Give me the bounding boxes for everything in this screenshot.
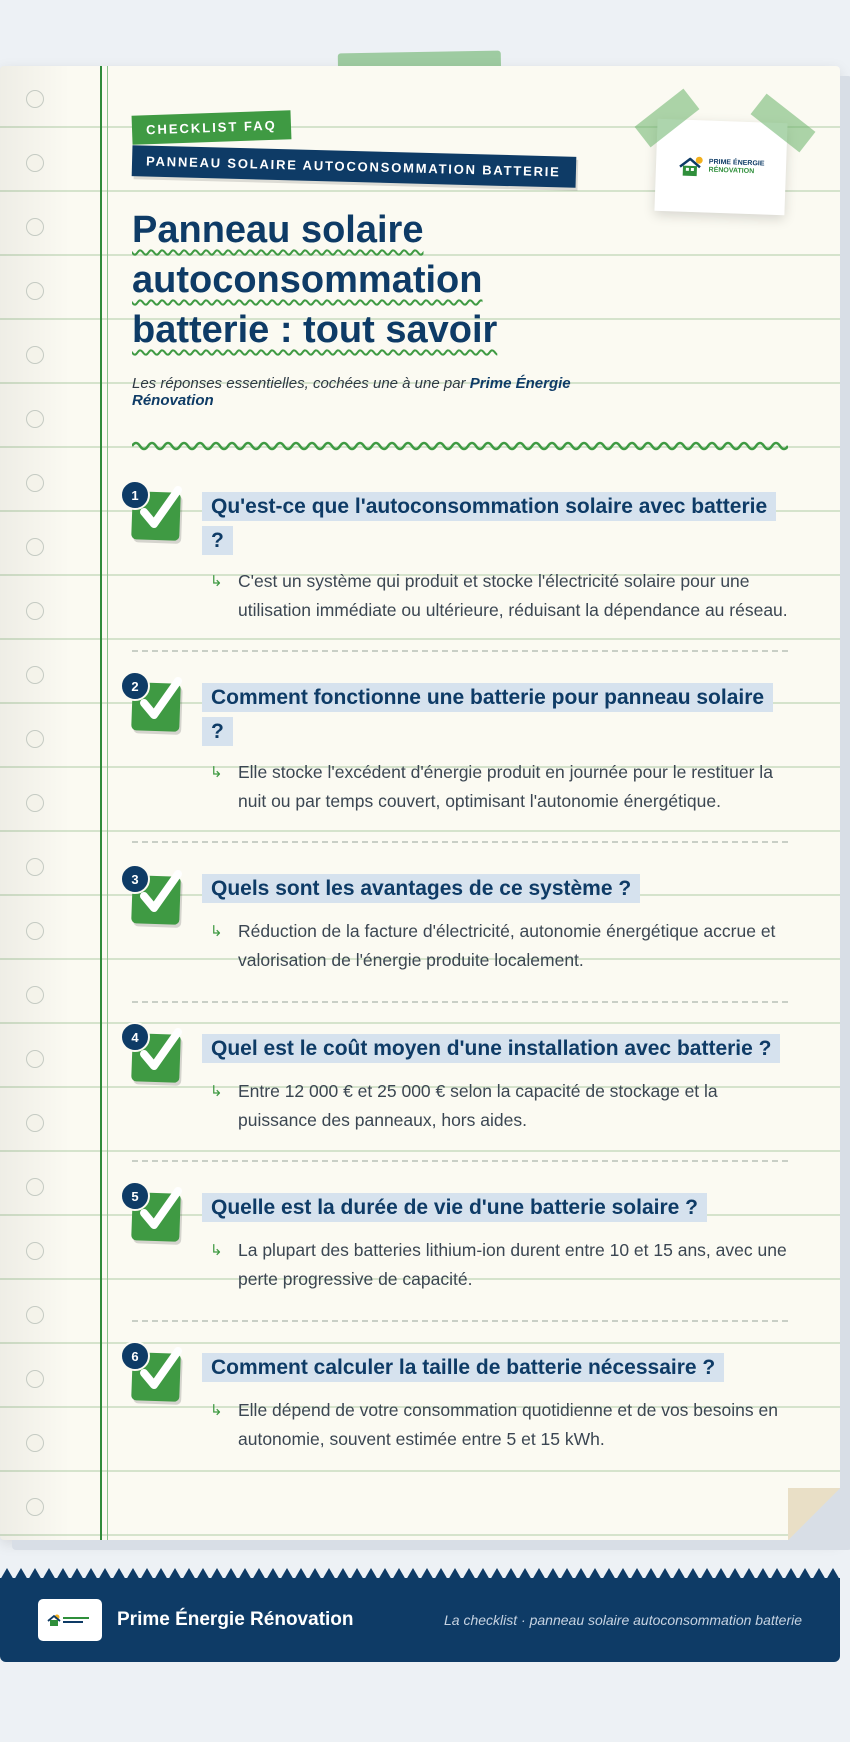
binder-hole xyxy=(26,1178,44,1196)
faq-question xyxy=(202,681,782,749)
faq-question xyxy=(202,1032,782,1066)
title-line-2: autoconsommation xyxy=(132,259,483,301)
binder-hole xyxy=(26,858,44,876)
binder-hole xyxy=(26,538,44,556)
checklist-tag: CHECKLIST FAQ xyxy=(132,110,292,145)
footer xyxy=(0,1578,840,1662)
page-curl xyxy=(788,1488,840,1540)
house-logo-icon xyxy=(47,1613,93,1627)
arrow-icon: ↳ xyxy=(210,1402,223,1419)
binder-hole xyxy=(26,922,44,940)
faq-question-text: Comment calculer la taille de batterie nécessaire ? xyxy=(202,1353,724,1382)
binder-hole xyxy=(26,794,44,812)
faq-question xyxy=(202,1191,782,1225)
binder-hole xyxy=(26,1434,44,1452)
step-number-badge: 4 xyxy=(120,1022,150,1052)
faq-answer: Elle dépend de votre consommation quotidienne et de vos besoins en autonomie, souvent estimée entre 5 et 15 kWh. xyxy=(238,1400,778,1449)
arrow-icon: ↳ xyxy=(210,923,223,940)
binder-hole xyxy=(26,1114,44,1132)
step-number-badge: 3 xyxy=(120,864,150,894)
binder-hole xyxy=(26,282,44,300)
binder-hole xyxy=(26,1498,44,1516)
binder-hole xyxy=(26,1306,44,1324)
faq-question-text: Comment fonctionne une batterie pour panneau solaire ? xyxy=(202,683,773,746)
binder-hole xyxy=(26,666,44,684)
binder-hole xyxy=(26,986,44,1004)
logo-line-2: RÉNOVATION xyxy=(708,166,755,176)
binder-hole xyxy=(26,1242,44,1260)
margin-line xyxy=(100,66,102,1540)
faq-question xyxy=(202,872,782,906)
subtitle-text: Les réponses essentielles, cochées une à une par xyxy=(132,375,470,392)
dashed-separator xyxy=(132,841,788,843)
binder-hole xyxy=(26,410,44,428)
binder-hole xyxy=(26,154,44,172)
page-title xyxy=(132,205,592,355)
title-line-3: batterie : tout savoir xyxy=(132,309,498,351)
binder-hole xyxy=(26,346,44,364)
step-number-badge: 1 xyxy=(120,480,150,510)
faq-answer: Réduction de la facture d'électricité, autonomie énergétique accrue et valorisation de l'énergie produite localement. xyxy=(238,921,776,970)
binder-hole xyxy=(26,218,44,236)
house-logo-icon xyxy=(677,153,706,178)
binder-hole xyxy=(26,730,44,748)
subtitle xyxy=(132,375,602,409)
binder-hole xyxy=(26,90,44,108)
arrow-icon: ↳ xyxy=(210,1242,223,1259)
faq-answer: Entre 12 000 € et 25 000 € selon la capacité de stockage et la puissance des panneaux, hors aides. xyxy=(238,1081,718,1130)
faq-answer: C'est un système qui produit et stocke l'électricité solaire pour une utilisation immédiate ou ultérieure, réduisant la dépendance au réseau. xyxy=(238,571,788,620)
faq-question-text: Quelle est la durée de vie d'une batterie solaire ? xyxy=(202,1193,707,1222)
subtitle-brand: Prime Énergie Rénovation xyxy=(132,375,571,409)
margin-line-secondary xyxy=(107,66,108,1540)
logo-line-1: PRIME ÉNERGIE xyxy=(708,158,765,168)
step-number-badge: 5 xyxy=(120,1181,150,1211)
faq-question-text: Quel est le coût moyen d'une installation avec batterie ? xyxy=(202,1034,780,1063)
arrow-icon: ↳ xyxy=(210,1083,223,1100)
binder-hole xyxy=(26,1370,44,1388)
dashed-separator xyxy=(132,1320,788,1322)
faq-answer: Elle stocke l'excédent d'énergie produit en journée pour le restituer la nuit ou par temps couvert, optimisant l'autonomie énergétique. xyxy=(238,762,773,811)
faq-answer: La plupart des batteries lithium-ion durent entre 10 et 15 ans, avec une perte progressive de capacité. xyxy=(238,1240,787,1289)
faq-question xyxy=(202,490,782,558)
arrow-icon: ↳ xyxy=(210,573,223,590)
binder-hole xyxy=(26,474,44,492)
step-number-badge: 2 xyxy=(120,671,150,701)
binder-hole xyxy=(26,602,44,620)
arrow-icon: ↳ xyxy=(210,764,223,781)
binder-hole xyxy=(26,1050,44,1068)
dashed-separator xyxy=(132,1160,788,1162)
step-number-badge: 6 xyxy=(120,1341,150,1371)
logo-card xyxy=(654,119,787,215)
squiggle-divider xyxy=(132,438,788,454)
faq-question-text: Qu'est-ce que l'autoconsommation solaire avec batterie ? xyxy=(202,492,776,555)
topic-tag: PANNEAU SOLAIRE AUTOCONSOMMATION BATTERIE xyxy=(132,145,577,188)
dashed-separator xyxy=(132,650,788,652)
faq-question-text: Quels sont les avantages de ce système ? xyxy=(202,874,640,903)
title-line-1: Panneau solaire xyxy=(132,209,424,251)
footer-note: La checklist · panneau solaire autoconsommation batterie xyxy=(444,1612,802,1628)
footer-brand: Prime Énergie Rénovation xyxy=(117,1609,354,1630)
faq-question xyxy=(202,1351,782,1385)
footer-logo xyxy=(38,1599,102,1641)
dashed-separator xyxy=(132,1001,788,1003)
